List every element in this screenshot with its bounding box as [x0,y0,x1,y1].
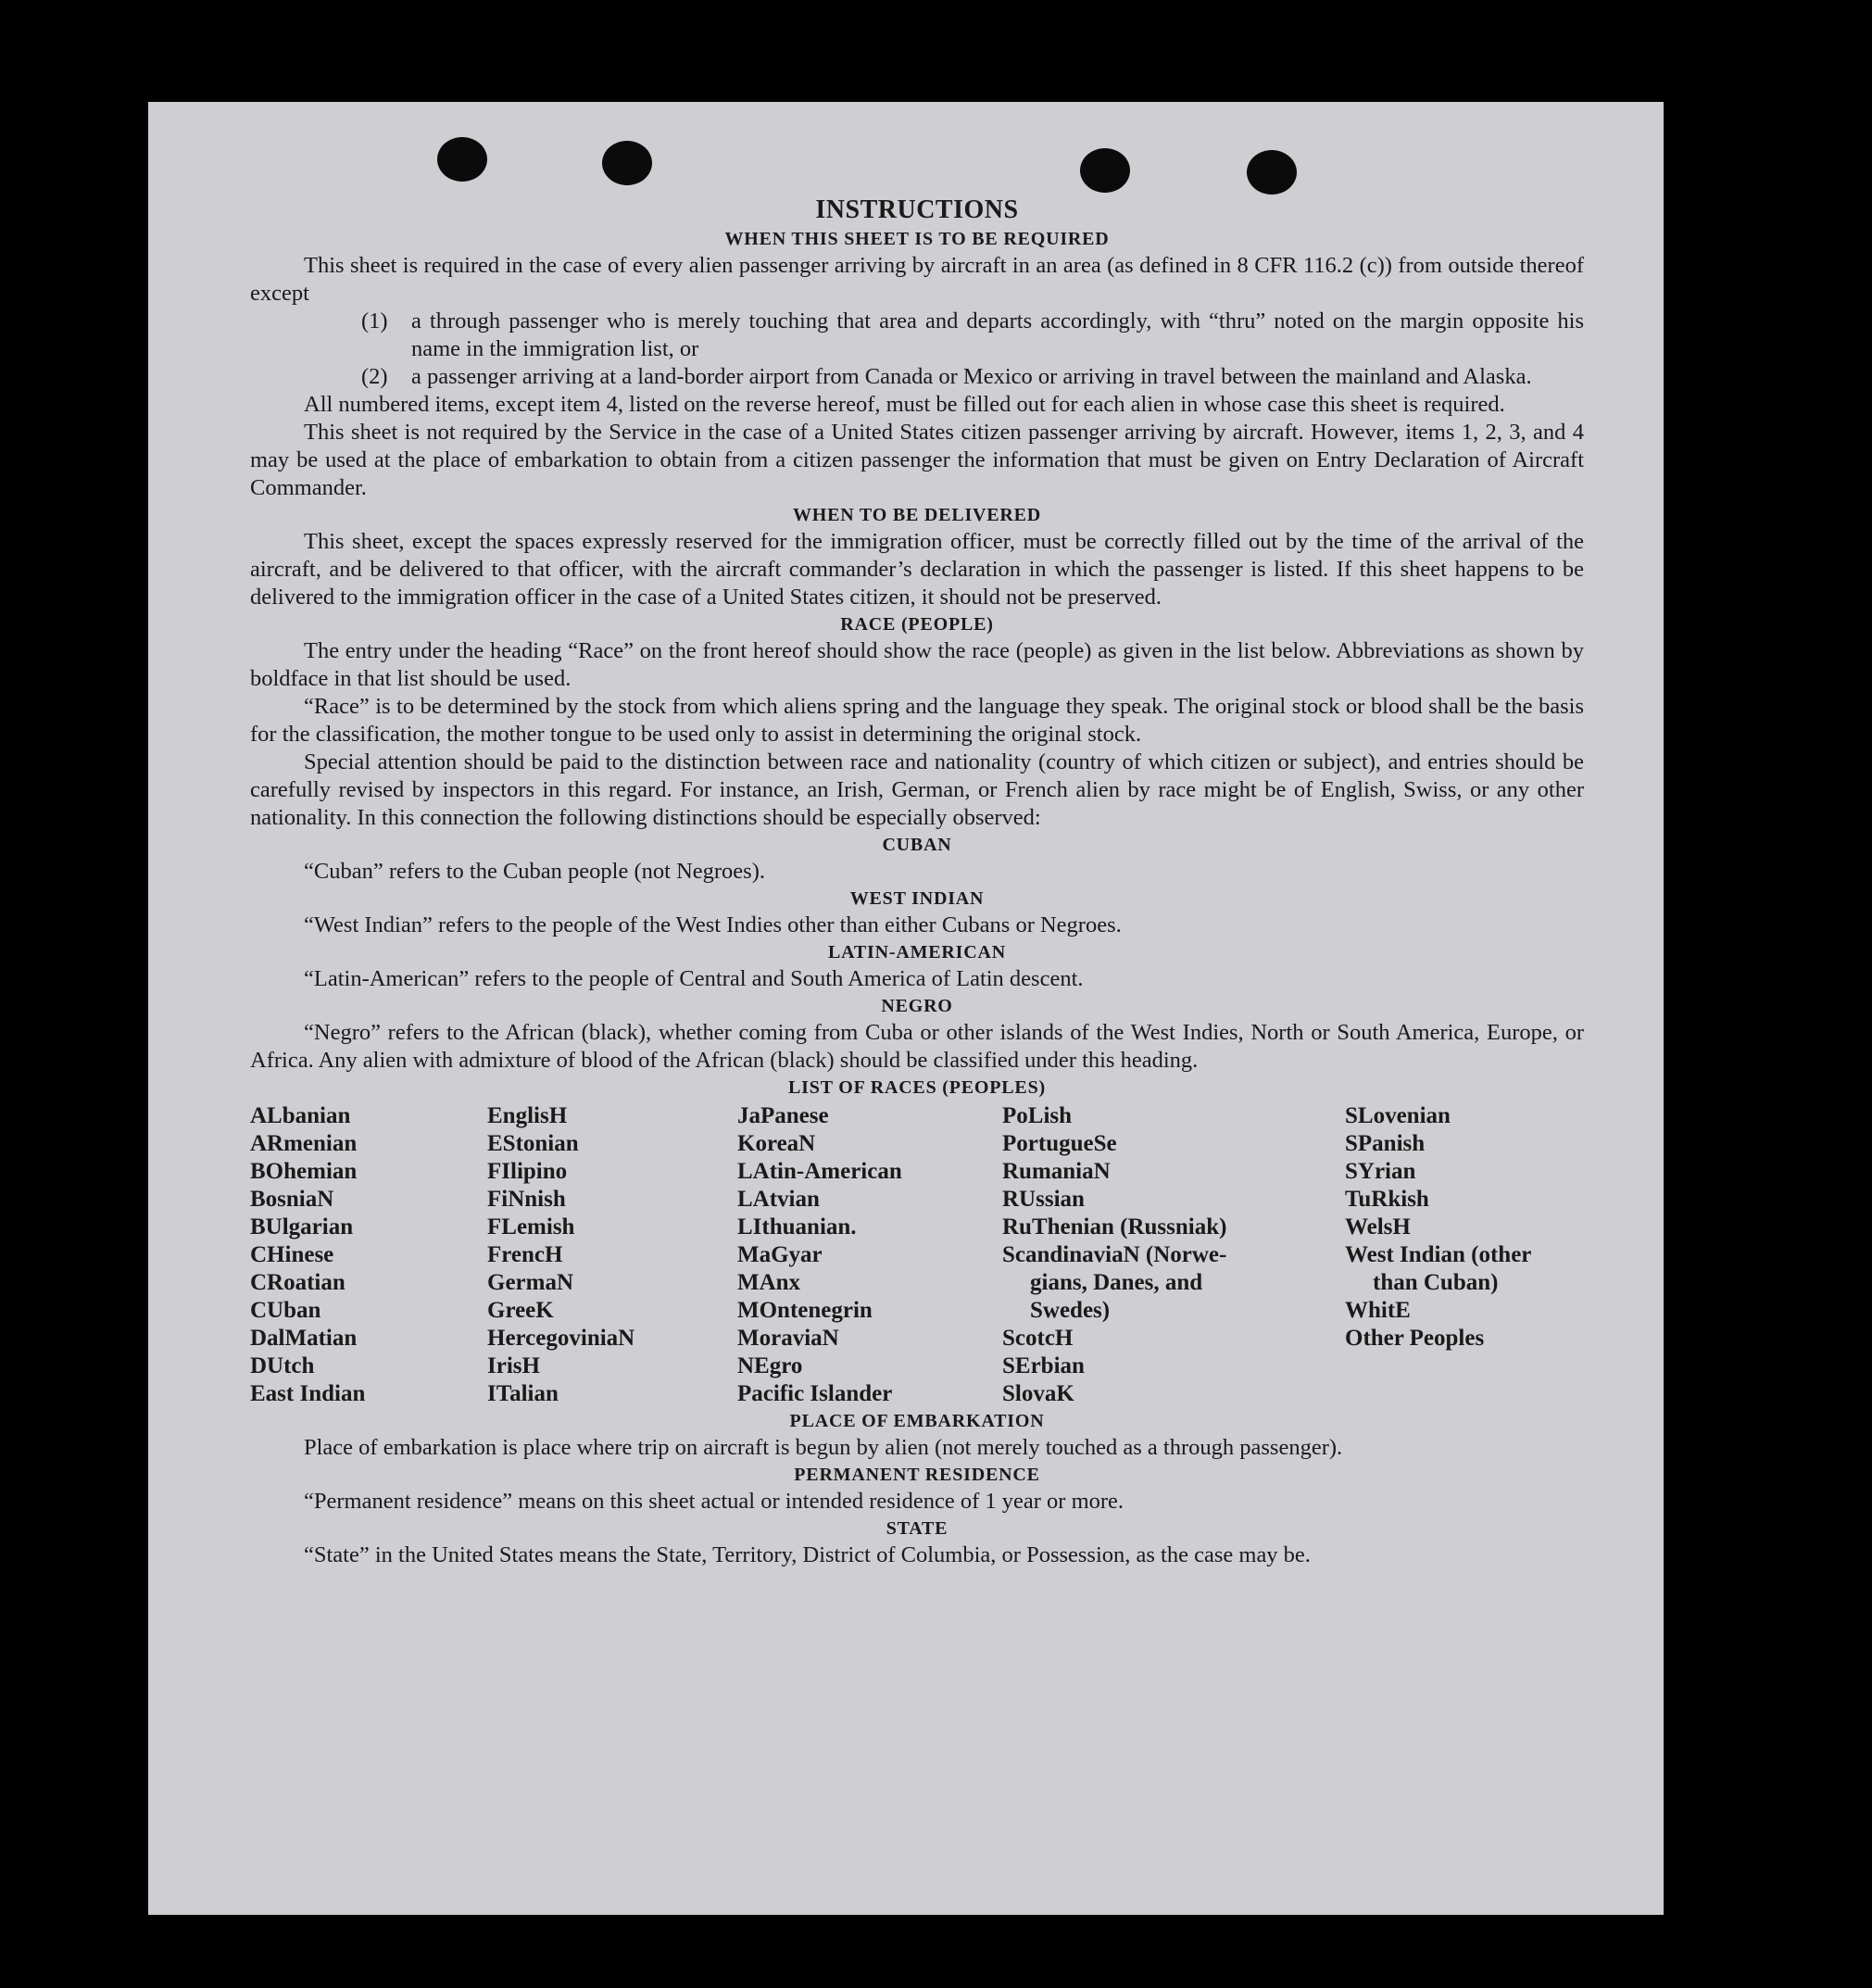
race-entry: Pacific Islander [737,1381,893,1406]
paragraph: The entry under the heading “Race” on the front hereof should show the race (people) as given in the list below. Abbreviations as shown by boldface in that list should be used. [250,638,1584,691]
race-entry: IrisH [487,1353,540,1378]
paragraph: “Permanent residence” means on this sheet actual or intended residence of 1 year or more. [304,1489,1124,1514]
numbered-item [361,363,1584,391]
item-text: a passenger arriving at a land-border airport from Canada or Mexico or arriving in travel between the mainland and Alaska. [411,364,1532,389]
race-entry: RumaniaN [1002,1159,1111,1184]
section-heading: WHEN THIS SHEET IS TO BE REQUIRED [724,229,1110,249]
race-entry: GermaN [487,1270,574,1295]
paragraph: This sheet, except the spaces expressly reserved for the immigration officer, must be correctly filled out by the time of the arrival of the aircraft, and be delivered to that officer, with the aircraft commander’s declaration in which the passenger is listed. If this sheet happens to be delivered to the immigration officer in the case of a United States citizen, it should not be preserved. [250,529,1584,610]
section-heading: NEGRO [881,996,953,1016]
paragraph: “Race” is to be determined by the stock from which aliens spring and the language they speak. The original stock or blood shall be the basis for the classification, the mother tongue to be used only to assist in determining the original stock. [250,694,1584,747]
punch-hole [1080,148,1130,193]
race-entry: East Indian [250,1381,366,1406]
race-entry: LAtin-American [737,1159,902,1184]
paragraph: “State” in the United States means the State, Territory, District of Columbia, or Possession, as the case may be. [304,1542,1311,1567]
item-number: (1) [361,308,388,333]
race-entry: NEgro [737,1353,803,1378]
page-title: INSTRUCTIONS [815,195,1019,224]
race-entry: ScotcH [1002,1326,1074,1351]
race-entry: ITalian [487,1381,559,1406]
race-entry: BUlgarian [250,1214,354,1239]
race-entry: SErbian [1002,1353,1085,1378]
race-entry-continued: gians, Danes, and [1030,1270,1203,1295]
race-entry: ARmenian [250,1131,358,1156]
race-entry: PoLish [1002,1103,1073,1128]
race-entry: FiNnish [487,1187,566,1212]
paragraph: This sheet is required in the case of every alien passenger arriving by aircraft in an area (as defined in 8 CFR 116.2 (c)) from outside thereof except [250,253,1584,306]
race-column [1345,1102,1531,1353]
race-entry: JaPanese [737,1103,829,1128]
race-entry: DalMatian [250,1326,358,1351]
race-entry-continued: Swedes) [1030,1298,1111,1323]
race-entry: FLemish [487,1214,575,1239]
race-entry: EnglisH [487,1103,568,1128]
race-entry: Other Peoples [1345,1326,1485,1351]
paragraph: “Latin-American” refers to the people of Central and South America of Latin descent. [304,966,1084,991]
race-entry: SYrian [1345,1159,1416,1184]
race-entry: RUssian [1002,1187,1085,1212]
race-entry: DUtch [250,1353,315,1378]
race-entry: CHinese [250,1242,334,1267]
numbered-item [361,308,1584,363]
instructions-body [250,195,1584,1569]
section-heading: PLACE OF EMBARKATION [789,1411,1045,1431]
punch-hole [1247,150,1297,195]
paragraph: Special attention should be paid to the distinction between race and nationality (country of which citizen or subject), and entries should be carefully revised by inspectors in this regard. For instance, an Irish, German, or French alien by race might be of English, Swiss, or any other nationality. In this connection the following distinctions should be especially observed: [250,749,1584,830]
section-heading: LIST OF RACES (PEOPLES) [788,1077,1046,1098]
race-entry: CRoatian [250,1270,346,1295]
race-entry: EStonian [487,1131,579,1156]
race-entry: SLovenian [1345,1103,1451,1128]
race-entry: ScandinaviaN (Norwe- [1002,1242,1227,1267]
paragraph: “Cuban” refers to the Cuban people (not Negroes). [304,859,765,884]
section-heading: PERMANENT RESIDENCE [794,1465,1040,1485]
race-entry-continued: than Cuban) [1373,1270,1499,1295]
race-column [250,1102,365,1408]
race-entry: HercegoviniaN [487,1326,635,1351]
document-sheet [148,102,1664,1915]
section-heading: WHEN TO BE DELIVERED [792,505,1042,525]
race-entry: MaGyar [737,1242,823,1267]
race-entry: MAnx [737,1270,801,1295]
section-heading: LATIN-AMERICAN [828,942,1006,963]
race-entry: WelsH [1345,1214,1411,1239]
race-entry: MoraviaN [737,1326,839,1351]
race-entry: KoreaN [737,1131,816,1156]
race-entry: LIthuanian. [737,1214,857,1239]
race-column [1002,1102,1226,1408]
paragraph: This sheet is not required by the Service in the case of a United States citizen passenger arriving by aircraft. However, items 1, 2, 3, and 4 may be used at the place of embarkation to obtain from a citizen passenger the information that must be given on Entry Declaration of Aircraft Commander. [250,420,1584,500]
race-entry: MOntenegrin [737,1298,873,1323]
section-heading: CUBAN [882,835,952,855]
race-entry: WhitE [1345,1298,1411,1323]
punch-hole [602,141,652,185]
race-list [250,1102,1584,1408]
race-entry: BOhemian [250,1159,358,1184]
paragraph: Place of embarkation is place where trip on aircraft is begun by alien (not merely touched as a through passenger). [304,1435,1343,1460]
section-heading: WEST INDIAN [849,888,985,909]
race-entry: PortugueSe [1002,1131,1117,1156]
race-entry: LAtvian [737,1187,820,1212]
race-column [737,1102,902,1408]
race-entry: CUban [250,1298,321,1323]
item-number: (2) [361,364,388,389]
race-entry: RuThenian (Russniak) [1002,1214,1227,1239]
section-heading: STATE [886,1518,949,1539]
item-text: a through passenger who is merely touching that area and departs accordingly, with “thru” noted on the margin opposite his name in the immigration list, or [411,308,1584,361]
paragraph: “West Indian” refers to the people of the West Indies other than either Cubans or Negroes. [304,912,1122,937]
race-column [487,1102,634,1408]
race-entry: FIlipino [487,1159,568,1184]
race-entry: ALbanian [250,1103,351,1128]
section-heading: RACE (PEOPLE) [840,614,994,635]
punch-hole [437,137,487,182]
race-entry: SPanish [1345,1131,1426,1156]
paragraph: All numbered items, except item 4, listed on the reverse hereof, must be filled out for each alien in whose case this sheet is required. [304,392,1505,417]
race-entry: BosniaN [250,1187,334,1212]
race-entry: GreeK [487,1298,554,1323]
paragraph: “Negro” refers to the African (black), whether coming from Cuba or other islands of the West Indies, North or South America, Europe, or Africa. Any alien with admixture of blood of the African (black) should be classified under this heading. [250,1020,1584,1073]
race-entry: West Indian (other [1345,1242,1532,1267]
race-entry: SlovaK [1002,1381,1074,1406]
race-entry: FrencH [487,1242,563,1267]
race-entry: TuRkish [1345,1187,1429,1212]
